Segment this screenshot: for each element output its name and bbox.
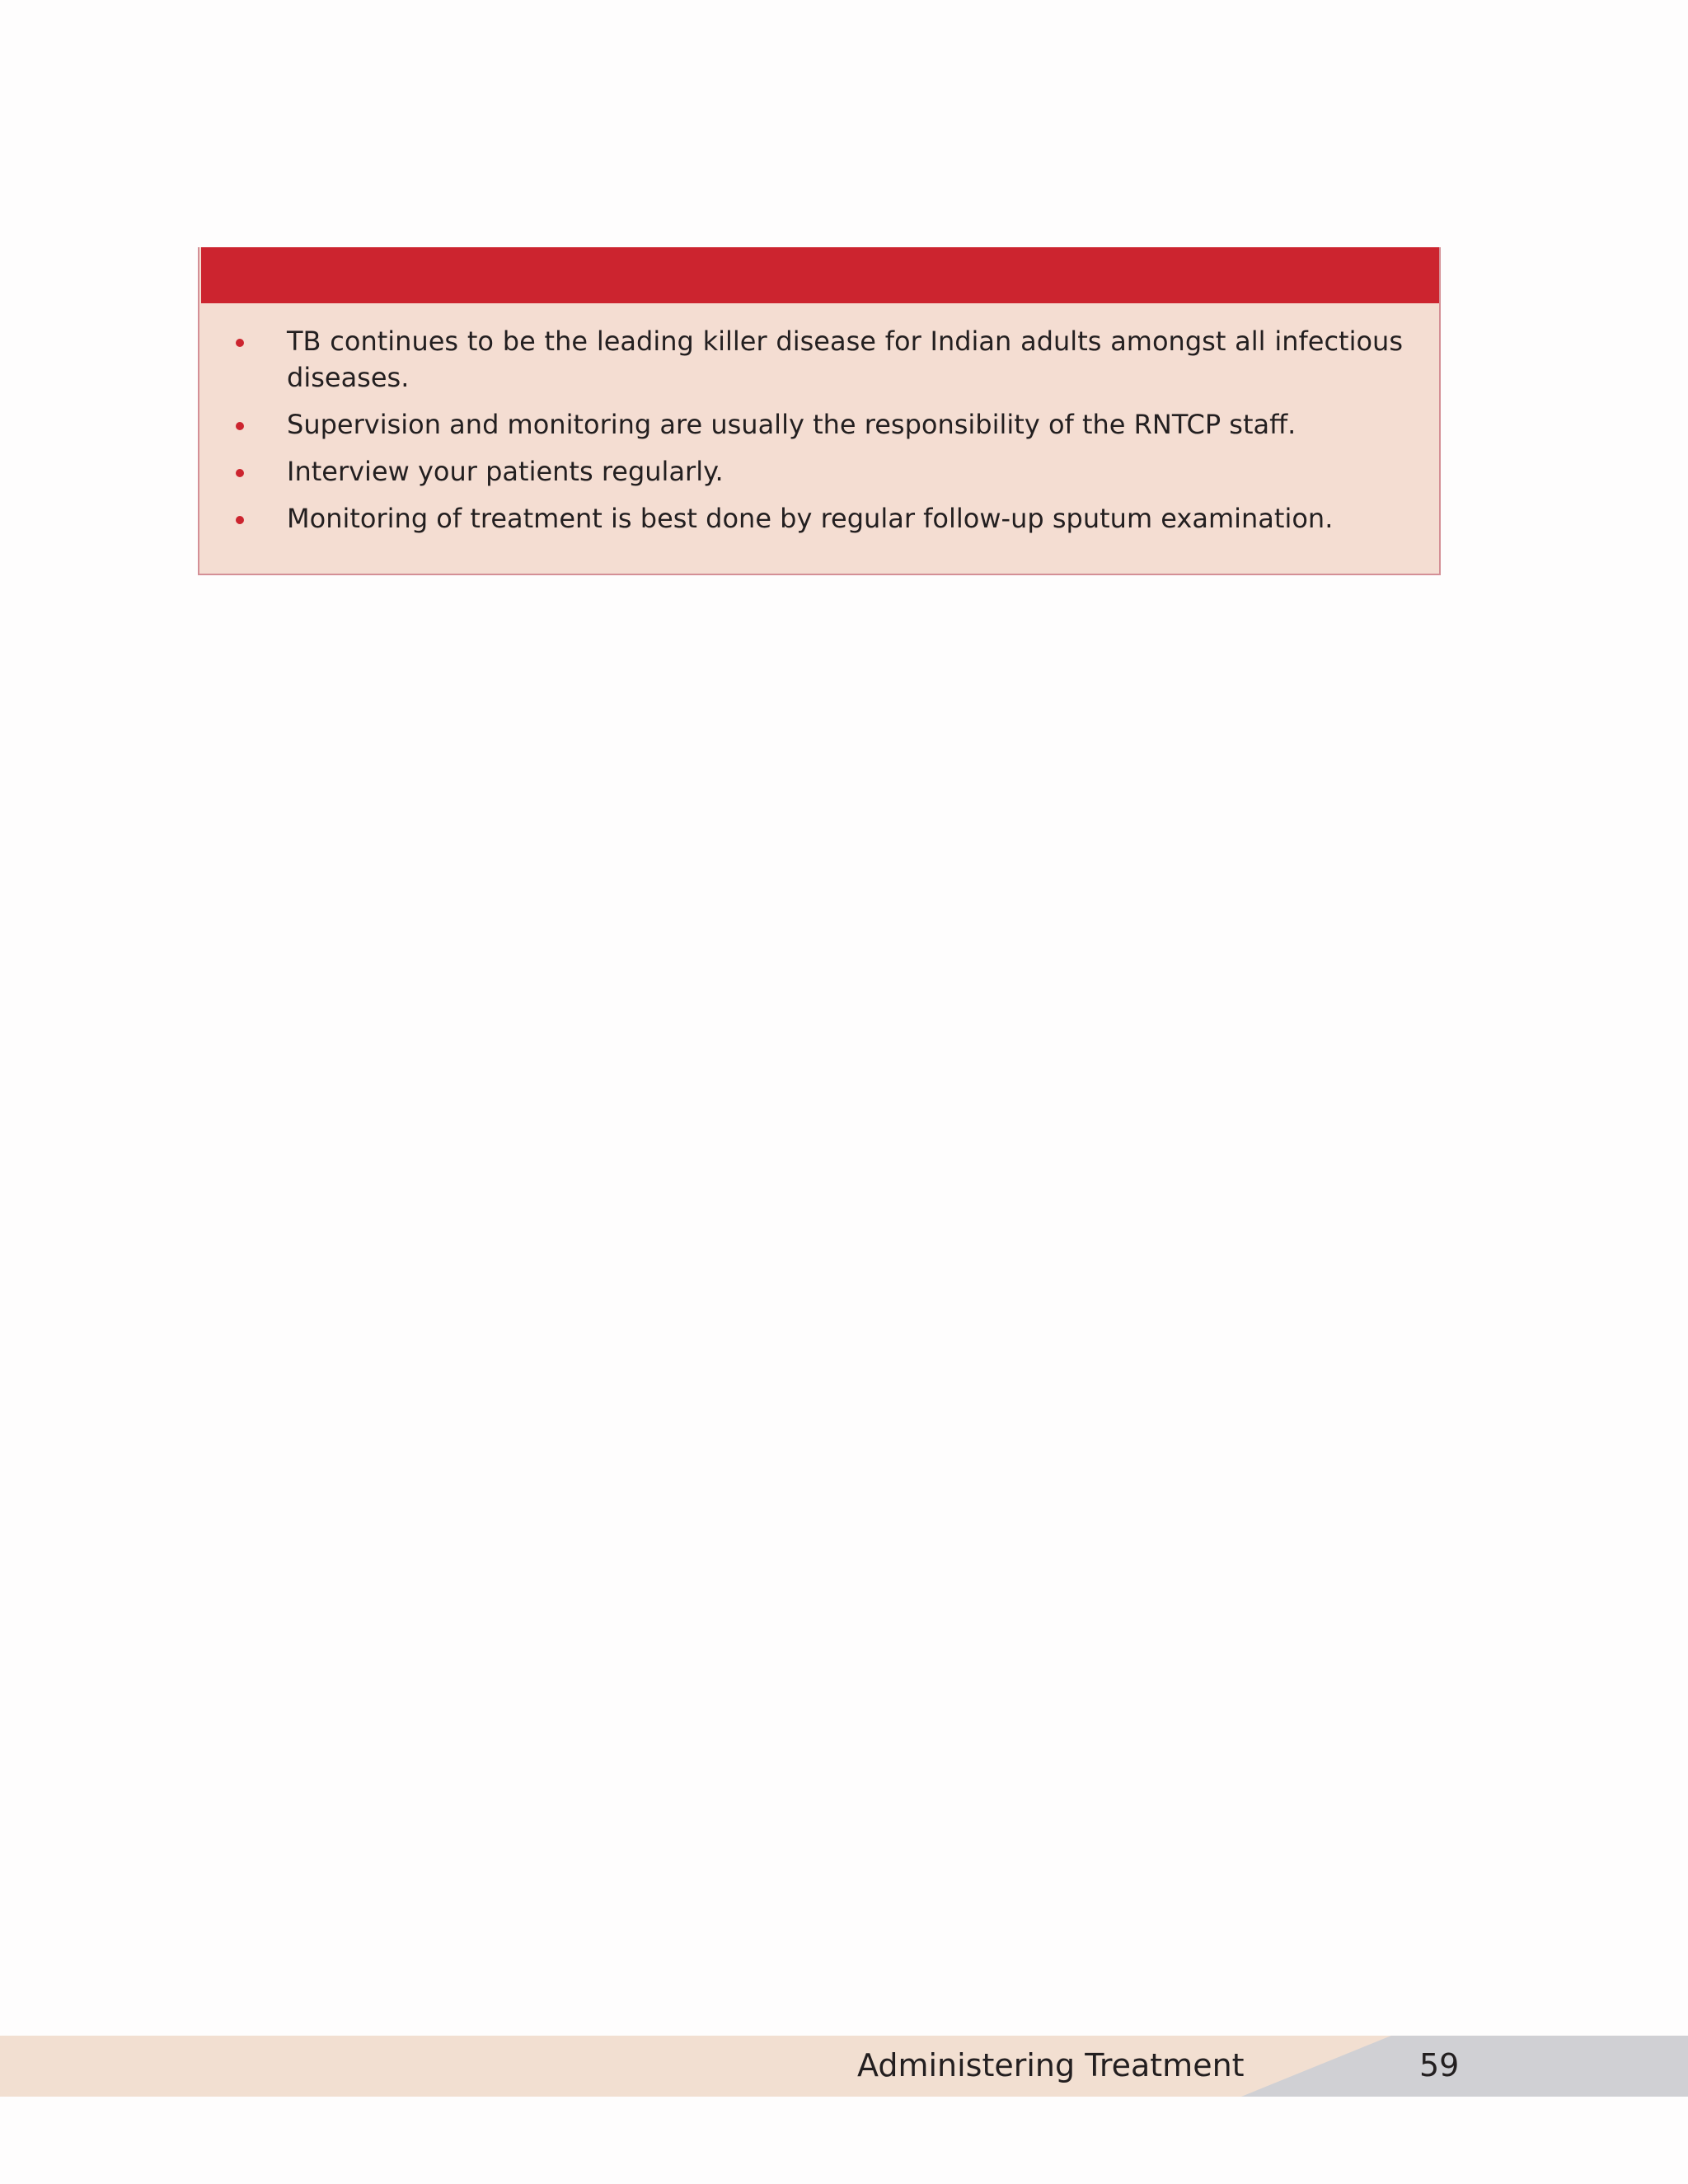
bullet-icon <box>236 469 244 477</box>
list-item-text: Monitoring of treatment is best done by regular follow-up sputum examination. <box>287 503 1334 534</box>
list-item-text: Interview your patients regularly. <box>287 456 724 487</box>
list-item-text: TB continues to be the leading killer disease for Indian adults amongst all infectious diseases. <box>287 326 1403 393</box>
footer-section-title: Administering Treatment <box>857 2047 1245 2083</box>
page-number: 59 <box>1419 2047 1460 2083</box>
bullet-icon <box>236 339 244 347</box>
bullet-icon <box>236 422 244 430</box>
list-item <box>199 406 1439 443</box>
key-points-header-bar <box>201 247 1439 303</box>
key-points-list <box>199 323 1439 547</box>
list-item <box>199 453 1439 490</box>
key-points-box <box>198 247 1441 575</box>
list-item <box>199 500 1439 537</box>
list-item-text: Supervision and monitoring are usually the responsibility of the RNTCP staff. <box>287 409 1296 440</box>
page-footer <box>0 2036 1688 2097</box>
list-item <box>199 323 1439 396</box>
bullet-icon <box>236 516 244 524</box>
